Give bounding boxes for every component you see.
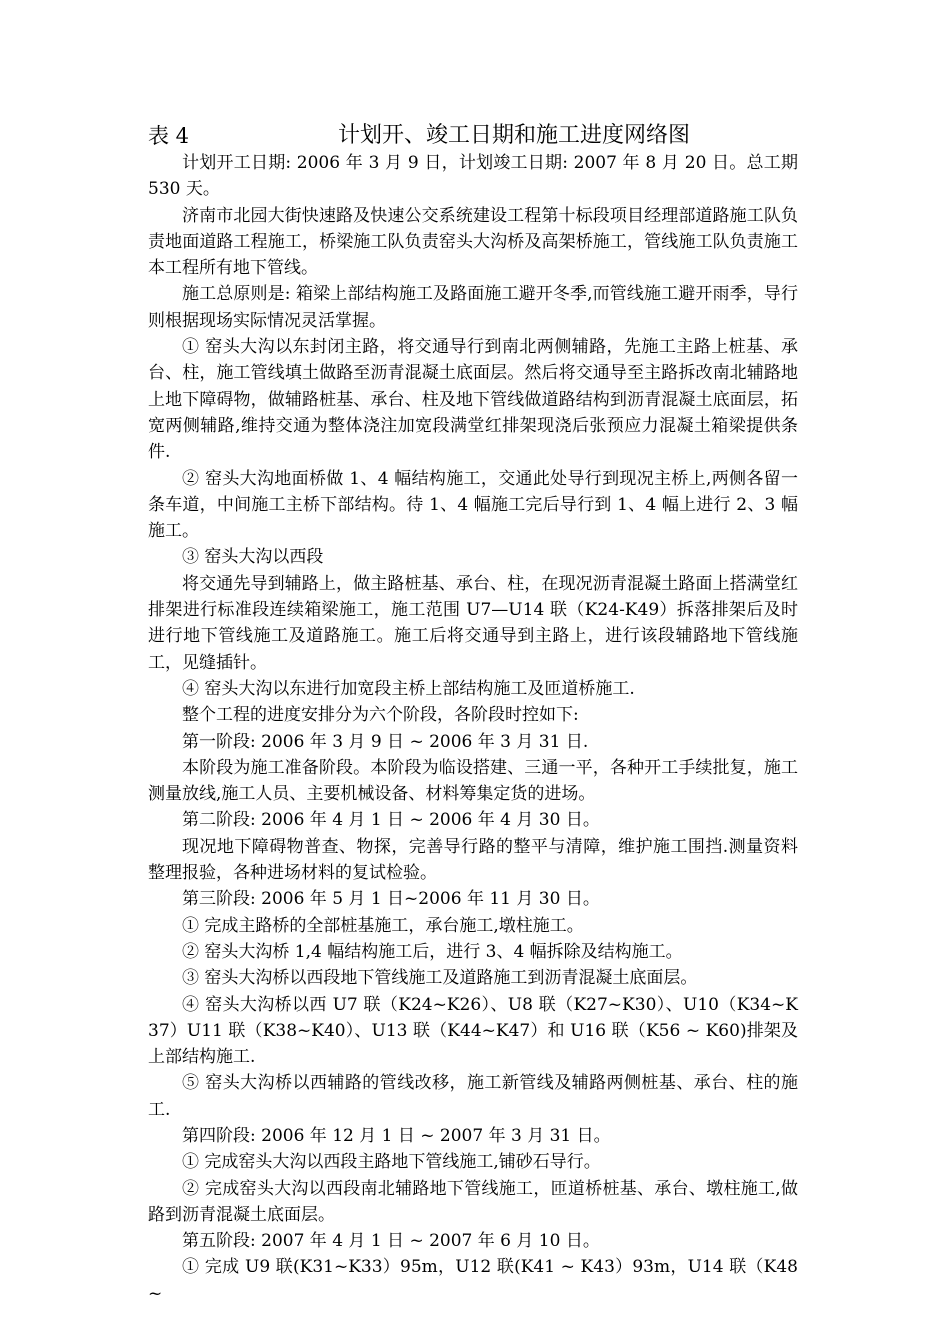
paragraph: ④ 窑头大沟以东进行加宽段主桥上部结构施工及匝道桥施工.: [182, 678, 635, 699]
document-body: [148, 150, 798, 1307]
paragraph: ② 窑头大沟地面桥做 1、4 幅结构施工，交通此处导行到现况主桥上,两侧各留一条车道，中间施工主桥下部结构。待 1、4 幅施工完后导行到 1、4 幅上进行 2、3 幅施工。: [148, 468, 798, 542]
paragraph: ② 完成窑头大沟以西段南北辅路地下管线施工，匝道桥桩基、承台、墩柱施工,做路到沥青混凝土底面层。: [148, 1178, 798, 1225]
paragraph: 将交通先导到辅路上，做主路桩基、承台、柱，在现况沥青混凝土路面上搭满堂红排架进行标准段连续箱梁施工，施工范围 U7—U14 联（K24-K49）拆落排架后及时进行地下管线施工及道路施工。施工后将交通导到主路上，进行该段辅路地下管线施工，见缝插针。: [148, 573, 798, 673]
paragraph: ① 完成窑头大沟以西段主路地下管线施工,铺砂石导行。: [182, 1152, 601, 1173]
paragraph: ③ 窑头大沟桥以西段地下管线施工及道路施工到沥青混凝土底面层。: [182, 968, 698, 989]
table-heading: [0, 118, 950, 154]
paragraph: ① 完成 U9 联(K31~K33）95m，U12 联(K41 ~ K43）93m，U14 联（K48 ~: [148, 1257, 798, 1304]
paragraph: 第二阶段: 2006 年 4 月 1 日 ~ 2006 年 4 月 30 日。: [182, 810, 600, 831]
paragraph: 计划开工日期: 2006 年 3 月 9 日，计划竣工日期: 2007 年 8 月 20 日。总工期 530 天。: [148, 153, 798, 200]
paragraph: 第三阶段: 2006 年 5 月 1 日~2006 年 11 月 30 日。: [182, 889, 600, 910]
paragraph: 第五阶段: 2007 年 4 月 1 日 ~ 2007 年 6 月 10 日。: [182, 1231, 600, 1252]
paragraph: ⑤ 窑头大沟桥以西辅路的管线改移，施工新管线及辅路两侧桩基、承台、柱的施工.: [148, 1073, 798, 1120]
paragraph: ② 窑头大沟桥 1,4 幅结构施工后，进行 3、4 幅拆除及结构施工。: [182, 941, 683, 962]
table-title: 计划开、竣工日期和施工进度网络图: [338, 123, 691, 148]
paragraph: 整个工程的进度安排分为六个阶段，各阶段时控如下:: [182, 705, 579, 726]
table-number: 表 4: [148, 124, 190, 148]
paragraph: 本阶段为施工准备阶段。本阶段为临设搭建、三通一平，各种开工手续批复，施工测量放线,施工人员、主要机械设备、材料筹集定货的进场。: [148, 757, 798, 805]
paragraph: ③ 窑头大沟以西段: [182, 547, 324, 568]
paragraph: ① 窑头大沟以东封闭主路，将交通导行到南北两侧辅路，先施工主路上桩基、承台、柱，施工管线填土做路至沥青混凝土底面层。然后将交通导至主路拆改南北辅路地上地下障碍物，做辅路桩基、承台、柱及地下管线做道路结构到沥青混凝土底面层，拓宽两侧辅路,维持交通为整体浇注加宽段满堂红排架现浇后张预应力混凝土箱梁提供条件.: [148, 337, 798, 463]
paragraph: 济南市北园大街快速路及快速公交系统建设工程第十标段项目经理部道路施工队负责地面道路工程施工，桥梁施工队负责窑头大沟桥及高架桥施工，管线施工队负责施工本工程所有地下管线。: [148, 205, 798, 279]
paragraph: 第一阶段: 2006 年 3 月 9 日 ~ 2006 年 3 月 31 日.: [182, 731, 589, 752]
paragraph: ④ 窑头大沟桥以西 U7 联（K24~K26）、U8 联（K27~K30）、U10（K34~K37）U11 联（K38~K40）、U13 联（K44~K47）和 U16 联（K56 ~ K60)排架及上部结构施工.: [148, 994, 798, 1068]
paragraph: ① 完成主路桥的全部桩基施工，承台施工,墩柱施工。: [182, 915, 584, 936]
paragraph: 现况地下障碍物普查、物探，完善导行路的整平与清障，维护施工围挡.测量资料整理报验，各种进场材料的复试检验。: [148, 836, 798, 884]
paragraph: 施工总原则是: 箱梁上部结构施工及路面施工避开冬季,而管线施工避开雨季，导行则根据现场实际情况灵活掌握。: [148, 284, 798, 331]
paragraph: 第四阶段: 2006 年 12 月 1 日 ~ 2007 年 3 月 31 日。: [182, 1125, 611, 1146]
